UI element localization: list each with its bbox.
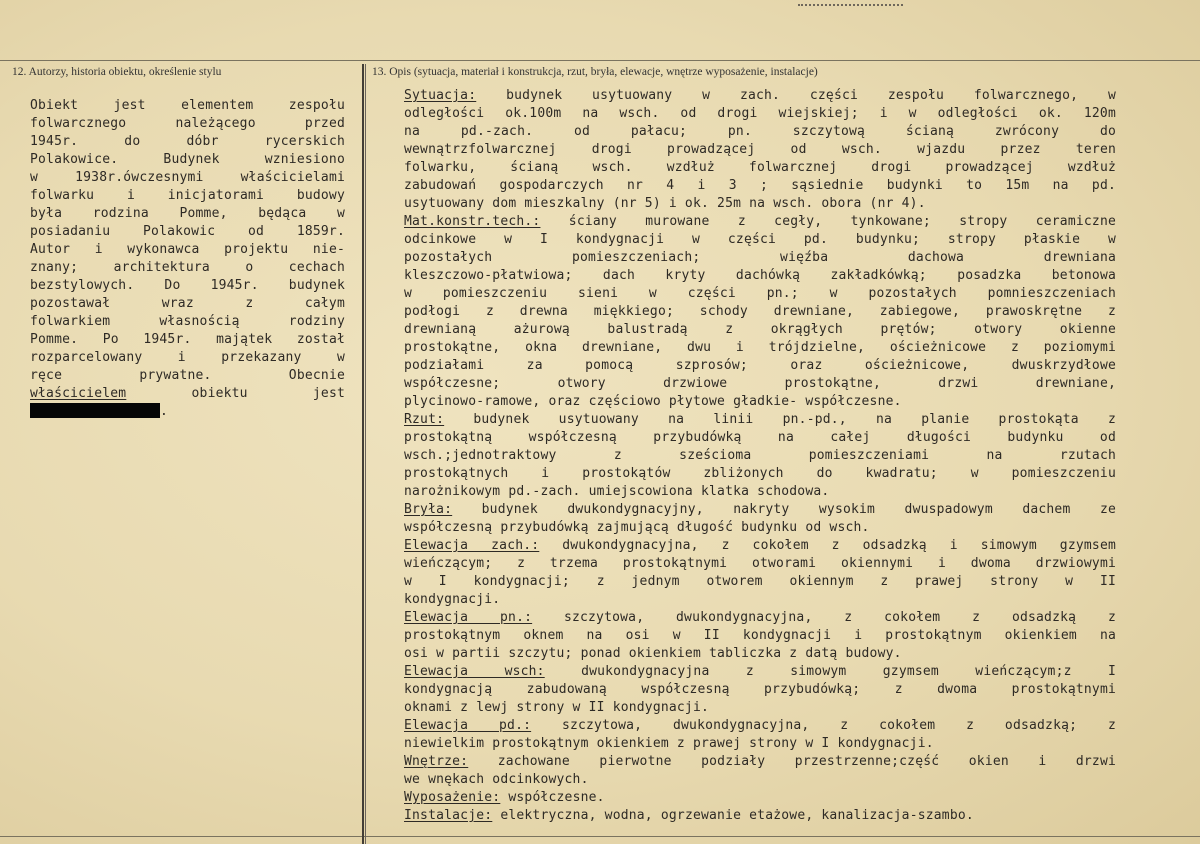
desc-line: Mat.konstr.tech.: ściany murowane z cegły, tynkowane; stropy ceramiczne xyxy=(404,214,1116,229)
desc-line: Bryła: budynek dwukondygnacyjny, nakryty wysokim dwuspadowym dachem ze xyxy=(404,502,1117,517)
history-line: znany; architektura o cechach xyxy=(30,260,345,275)
top-dotted-mark xyxy=(798,4,903,9)
desc-line: osi w partii szczytu; ponad okienkiem tabliczka z datą budowy. xyxy=(404,646,902,661)
history-line: folwarkiem własnością rodziny xyxy=(30,314,345,329)
desc-line: prostokątną współczesną przybudówką na całej długości budynku od xyxy=(404,430,1116,445)
desc-line: w I kondygnacji; z jednym otworem okiennym z prawej strony w II xyxy=(404,574,1116,589)
desc-line: Rzut: budynek usytuowany na linii pn.-pd., na planie prostokąta z xyxy=(404,412,1116,427)
desc-line: wsch.;jednotraktowy z sześcioma pomieszczeniami na rzutach xyxy=(404,448,1116,463)
history-line: była rodzina Pomme, będąca w xyxy=(30,206,345,221)
wyposazenie-label: Wyposażenie: xyxy=(404,790,501,805)
history-line: posiadaniu Polakowic od 1859r. xyxy=(30,224,345,239)
section-12-heading: 12. Autorzy, historia obiektu, określenie stylu xyxy=(12,66,222,78)
history-line: Obiekt jest elementem zespołu xyxy=(30,98,345,113)
desc-line: kondygnacją zabudowaną współczesną przybudówką; z dwoma prostokątnymi xyxy=(404,682,1116,697)
elewacja-pd-label: Elewacja pd.: xyxy=(404,718,532,733)
history-line: folwarku i inicjatorami budowy xyxy=(30,188,345,203)
desc-line: folwarku, ścianą wsch. wzdłuż folwarcznej drogi prowadzącej wzdłuż xyxy=(404,160,1116,175)
desc-line: w pomieszczeniu sieni w części pn.; w pozostałych pomnieszczeniach xyxy=(404,286,1116,301)
section-13-heading: 13. Opis (sytuacja, materiał i konstrukcja, rzut, bryła, elewacje, wnętrze wyposażenie, instalacje) xyxy=(372,66,818,78)
desc-line: współczesne; otwory drzwiowe prostokątne, drzwi drewniane, xyxy=(404,376,1116,391)
desc-line: Wnętrze: zachowane pierwotne podziały przestrzenne;część okien i drzwi xyxy=(404,754,1116,769)
desc-line: Wyposażenie: współczesne. xyxy=(404,790,605,805)
desc-line: plycinowo-ramowe, oraz częściowo płytowe gładkie- współczesne. xyxy=(404,394,902,409)
desc-line: Elewacja pd.: szczytowa, dwukondygnacyjna, z cokołem z odsadzką; z xyxy=(404,718,1116,733)
desc-line: Elewacja pn.: szczytowa, dwukondygnacyjna, z cokołem z odsadzką z xyxy=(404,610,1116,625)
desc-line: podłogi z drewna miękkiego; schody drewniane, zabiegowe, prawoskrętne z xyxy=(404,304,1116,319)
redaction-line xyxy=(30,403,345,421)
desc-line: Instalacje: elektryczna, wodna, ogrzewanie etażowe, kanalizacja-szambo. xyxy=(404,808,974,823)
desc-line: prostokątnych i prostokątów zbliżonych do kwadratu; w pomieszczeniu xyxy=(404,466,1116,481)
owner-rest: obiektu jest xyxy=(191,386,345,401)
desc-line: prostokątne, okna drewniane, dwu i trójdzielne, ościeżnicowe z poziomymi xyxy=(404,340,1116,355)
desc-line: Elewacja zach.: dwukondygnacyjna, z cokołem z odsadzką i simowym gzymsem xyxy=(404,538,1116,553)
desc-line: podziałami za pomocą szprosów; oraz ościeżnicowe, dwuskrzydłowe xyxy=(404,358,1116,373)
history-line: Polakowice. Budynek wzniesiono xyxy=(30,152,345,167)
desc-line: narożnikowym pd.-zach. umiejscowiona klatka schodowa. xyxy=(404,484,830,499)
owner-label: właścicielem xyxy=(30,386,127,401)
rzut-label: Rzut: xyxy=(404,412,445,427)
history-line: Autor i wykonawca projektu nie- xyxy=(30,242,345,257)
instalacje-label: Instalacje: xyxy=(404,808,493,823)
desc-line: pozostałych pomieszczeniach; więźba dachowa drewniana xyxy=(404,250,1116,265)
desc-line: we wnękach odcinkowych. xyxy=(404,772,589,787)
history-line: ręce prywatne. Obecnie xyxy=(30,368,345,383)
column-divider-inner xyxy=(365,64,366,844)
desc-line: drewnianą ażurową balustradą z okrągłych prętów; otwory okienne xyxy=(404,322,1116,337)
desc-line: Elewacja wsch: dwukondygnacyjna z simowym gzymsem wieńczącym;z I xyxy=(404,664,1116,679)
history-line: rozparcelowany i przekazany w xyxy=(30,350,345,365)
desc-line: współczesną przybudówką zajmującą długość budynku od wsch. xyxy=(404,520,870,535)
history-line: bezstylowych. Do 1945r. budynek xyxy=(30,278,345,293)
desc-line: prostokątnym oknem na osi w II kondygnacji i prostokątnym okienkiem na xyxy=(404,628,1116,643)
owner-line xyxy=(30,385,345,403)
sytuacja-label: Sytuacja: xyxy=(404,88,477,103)
elewacja-zach-label: Elewacja zach.: xyxy=(404,538,540,553)
wnetrze-label: Wnętrze: xyxy=(404,754,469,769)
desc-line: kleszczowo-płatwiowa; dach kryty dachówką zakładkówką; posadzka betonowa xyxy=(404,268,1116,283)
section-13-body xyxy=(404,87,1116,825)
desc-line: na pd.-zach. od pałacu; pn. szczytową ścianą zwrócony do xyxy=(404,124,1116,139)
bryla-label: Bryła: xyxy=(404,502,453,517)
top-rule xyxy=(0,60,1200,61)
desc-line: niewielkim prostokątnym okienkiem z prawej strony w I kondygnacji. xyxy=(404,736,934,751)
history-line: 1945r. do dóbr rycerskich xyxy=(30,134,345,149)
desc-line: wieńczącym; z trzema prostokątnymi otworami okiennymi i dwoma drzwiowymi xyxy=(404,556,1116,571)
redacted-owner-name xyxy=(30,403,160,418)
elewacja-wsch-label: Elewacja wsch: xyxy=(404,664,545,679)
redaction-end: . xyxy=(160,404,169,419)
history-line: pozostawał wraz z całym xyxy=(30,296,345,311)
desc-line: Sytuacja: budynek usytuowany w zach. części zespołu folwarcznego, w xyxy=(404,88,1116,103)
desc-line: odcinkowe w I kondygnacji w części pd. budynku; stropy płaskie w xyxy=(404,232,1116,247)
section-12-body xyxy=(30,97,345,421)
material-label: Mat.konstr.tech.: xyxy=(404,214,541,229)
elewacja-pn-label: Elewacja pn.: xyxy=(404,610,533,625)
bottom-rule xyxy=(0,836,1200,837)
desc-line: odległości ok.100m na wsch. od drogi wiejskiej; i w odległości ok. 120m xyxy=(404,106,1116,121)
column-divider xyxy=(362,64,364,844)
desc-line: kondygnacji. xyxy=(404,592,501,607)
desc-line: usytuowany dom mieszkalny (nr 5) i ok. 25m na wsch. obora (nr 4). xyxy=(404,196,926,211)
desc-line: oknami z lewj strony w II kondygnacji. xyxy=(404,700,710,715)
history-line: w 1938r.ówczesnymi właścicielami xyxy=(30,170,345,185)
desc-line: wewnątrzfolwarcznej drogi prowadzącej od wsch. wjazdu przez teren xyxy=(404,142,1116,157)
desc-line: zabudowań gospodarczych nr 4 i 3 ; sąsiednie budynki to 15m na pd. xyxy=(404,178,1116,193)
history-line: Pomme. Po 1945r. majątek został xyxy=(30,332,345,347)
history-line: folwarcznego należącego przed xyxy=(30,116,345,131)
